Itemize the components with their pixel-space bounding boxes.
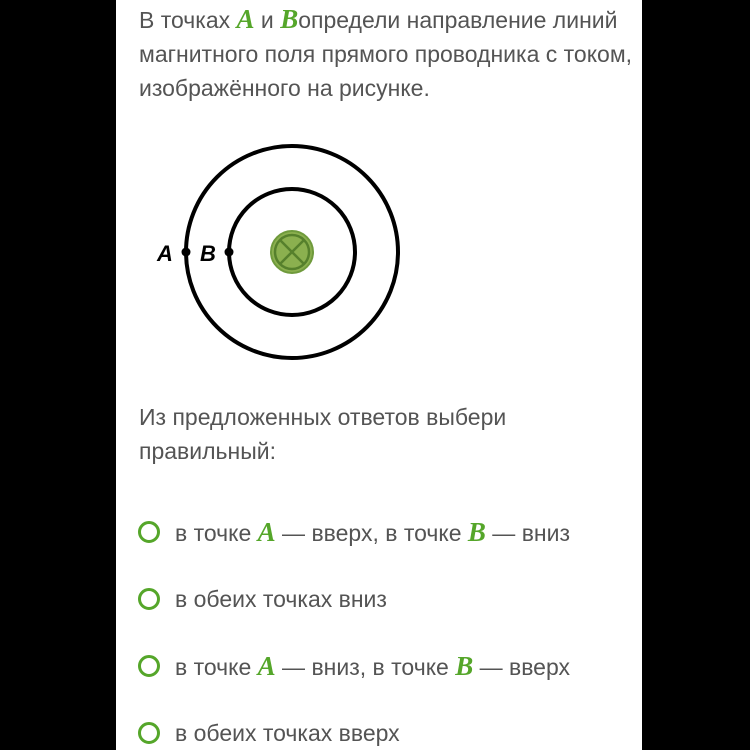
conductor-field-figure	[151, 138, 411, 368]
option-3-part-2: — вниз, в точке	[275, 653, 456, 680]
option-1[interactable]	[138, 512, 618, 552]
option-1-part-3: — вниз	[485, 519, 571, 546]
radio-icon[interactable]	[138, 722, 160, 744]
radio-icon[interactable]	[138, 655, 160, 677]
option-1-part-1: в точке	[175, 519, 258, 546]
point-a-dot	[182, 248, 191, 257]
option-1-var-b: B	[467, 516, 486, 547]
point-b-label: B	[200, 241, 216, 266]
option-3-var-a: A	[257, 650, 276, 681]
option-1-part-2: — вверх, в точке	[275, 519, 468, 546]
question-part-3: определи направление линий магнитного поля прямого проводника с током, изображённого на рисунке.	[139, 7, 633, 101]
option-3[interactable]	[138, 646, 618, 686]
question-part-1: В точках	[139, 7, 237, 33]
point-b-dot	[225, 248, 234, 257]
option-2[interactable]	[138, 579, 618, 619]
option-4[interactable]	[138, 713, 618, 750]
option-1-var-a: A	[257, 516, 276, 547]
option-3-var-b: B	[455, 650, 474, 681]
question-var-a: A	[236, 4, 255, 34]
conductor-cross-icon	[271, 231, 313, 273]
point-a-label: A	[157, 241, 173, 266]
answer-prompt: Из предложенных ответов выбери правильный:	[139, 404, 507, 464]
option-4-text: в обеих точках вверх	[175, 719, 400, 746]
radio-icon[interactable]	[138, 588, 160, 610]
question-part-2: и	[254, 7, 281, 33]
option-1-text	[175, 517, 570, 548]
radio-icon[interactable]	[138, 521, 160, 543]
option-3-text	[175, 651, 570, 682]
task-card	[116, 0, 642, 750]
option-3-part-1: в точке	[175, 653, 258, 680]
option-2-text: в обеих точках вниз	[175, 585, 387, 612]
option-3-part-3: — вверх	[473, 653, 571, 680]
question-var-b: B	[280, 4, 299, 34]
question-text	[139, 2, 634, 105]
